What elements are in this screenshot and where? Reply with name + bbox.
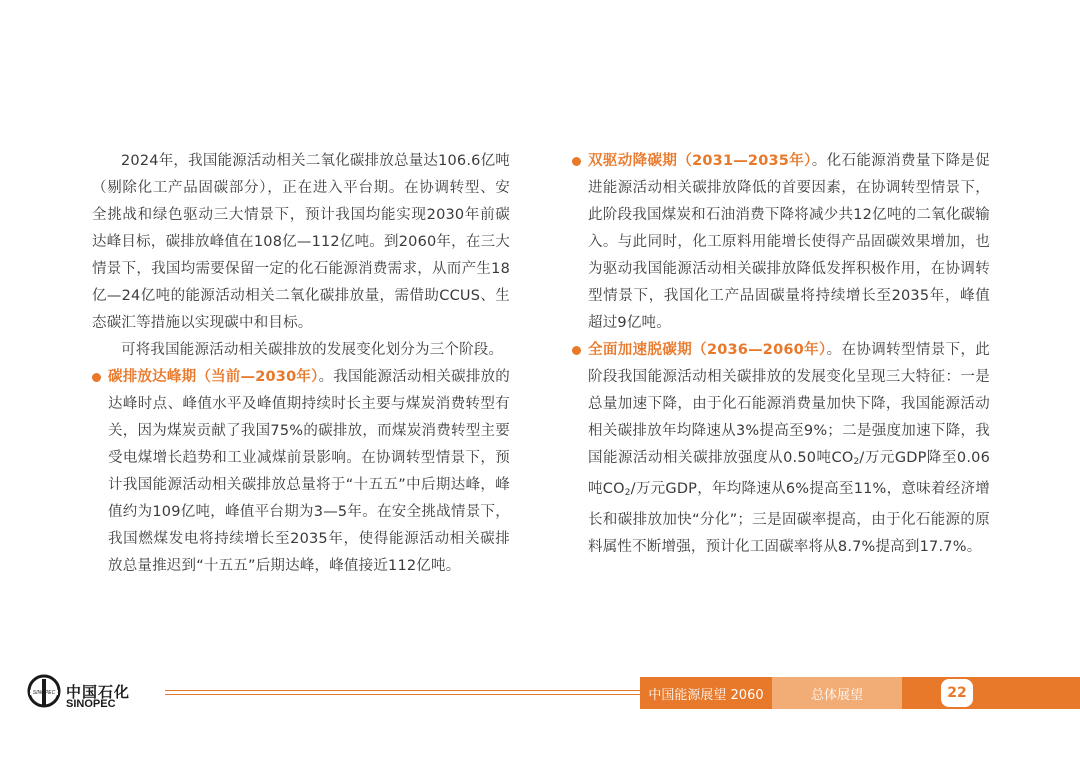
bullet-dot-icon <box>572 157 581 166</box>
stage3-item <box>572 337 990 561</box>
intro-paragraph: 2024年，我国能源活动相关二氧化碳排放总量达106.6亿吨（剔除化工产品固碳部分），正在进入平台期。在协调转型、安全挑战和绿色驱动三大情景下，预计我国均能实现2030年前碳达峰目标，碳排放峰值在108亿—112亿吨。到2060年，在三大情景下，我国均需要保留一定的化石能源消费需求，从而产生18亿—24亿吨的能源活动相关二氧化碳排放量，需借助CCUS、生态碳汇等措施以实现碳中和目标。 <box>92 153 510 331</box>
stage3-text-c: /万元GDP，年均降速从6%提高至11%，意味着经济增长和碳排放加快“分化”；三是固碳率提高，由于化石能源的原料属性不断增强，预计化工固碳率将从8.7%提高到17.7%。 <box>588 481 990 555</box>
logo-mark-text: SINOPEC <box>32 690 56 696</box>
stage2-text: 。化石能源消费量下降是促进能源活动相关碳排放降低的首要因素，在协调转型情景下，此阶段我国煤炭和石油消费下降将减少共12亿吨的二氧化碳输入。与此同时，化工原料用能增长使得产品固碳效果增加，也为驱动我国能源活动相关碳排放降低发挥积极作用，在协调转型情景下，我国化工产品固碳量将持续增长至2035年，峰值超过9亿吨。 <box>588 153 990 331</box>
stage2-item <box>572 148 990 337</box>
stage1-title: 碳排放达峰期（当前—2030年） <box>108 369 319 385</box>
page-number: 22 <box>941 679 973 707</box>
sinopec-logo-icon <box>26 674 62 712</box>
stage2-title: 双驱动降碳期（2031—2035年） <box>588 153 812 169</box>
co2-subscript: 2 <box>624 488 631 498</box>
bullet-dot-icon <box>92 373 101 382</box>
stages-intro-paragraph: 可将我国能源活动相关碳排放的发展变化划分为三个阶段。 <box>121 342 504 358</box>
footer-divider <box>165 690 640 695</box>
stage3-title: 全面加速脱碳期（2036—2060年） <box>588 342 827 358</box>
report-title: 中国能源展望 2060 <box>640 677 772 709</box>
left-column <box>92 148 510 580</box>
stage3-text-a: 。在协调转型情景下，此阶段我国能源活动相关碳排放的发展变化呈现三大特征：一是总量加速下降，由于化石能源消费量加快下降，我国能源活动相关碳排放年均降速从3%提高至9%；二是强度加速下降，我国能源活动相关碳排放强度从0.50吨CO <box>588 342 991 466</box>
stage1-item <box>92 364 510 580</box>
company-name-cn: 中国石化 <box>66 683 131 701</box>
co2-subscript: 2 <box>853 457 860 467</box>
stage3-text-b: /万元GDP降至0.06吨CO <box>588 450 990 497</box>
section-title: 总体展望 <box>772 677 902 709</box>
right-column <box>572 148 990 561</box>
stage1-text: 。我国能源活动相关碳排放的达峰时点、峰值水平及峰值期持续时长主要与煤炭消费转型有关，因为煤炭贡献了我国75%的碳排放，而煤炭消费转型主要受电煤增长趋势和工业减煤前景影响。在协调转型情景下，预计我国能源活动相关碳排放总量将于“十五五”中后期达峰，峰值约为109亿吨，峰值平台期为3—5年。在安全挑战情景下，我国燃煤发电将持续增长至2035年，使得能源活动相关碳排放总量推迟到“十五五”后期达峰，峰值接近112亿吨。 <box>108 369 510 574</box>
company-name-en: SINOPEC <box>66 698 116 710</box>
footer-accent-bar <box>902 677 1080 709</box>
bullet-dot-icon <box>572 346 581 355</box>
